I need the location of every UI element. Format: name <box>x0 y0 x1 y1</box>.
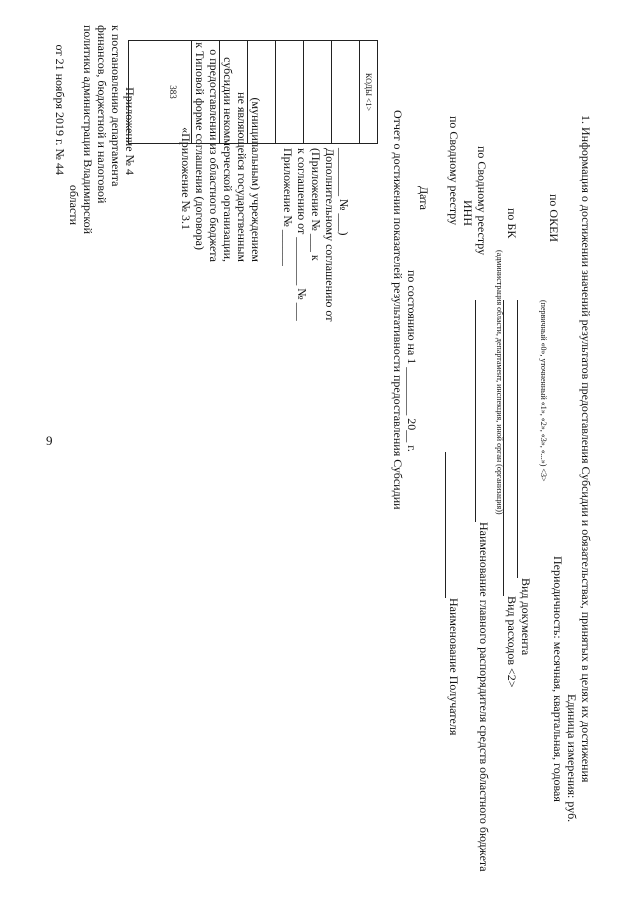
doc-type-note: (первичный «0», уточненный «1», «2», «3», «...») <3> <box>539 300 548 482</box>
label-svodny-reestr-1: по Сводному реестру <box>447 116 461 226</box>
field-recipient: Наименование Получателя <box>447 598 461 736</box>
field-unit: Единица измерения: руб. <box>565 694 579 823</box>
expense-type-line <box>503 300 504 596</box>
code-cell <box>303 41 331 143</box>
agreement-line: ________ № ___) <box>337 148 351 236</box>
form-header-line: субсидии некоммерческой организации, <box>221 57 235 262</box>
form-header-line: к Типовой форме соглашения (договора) <box>193 42 207 250</box>
appendix-line: к постановлению департамента <box>109 25 123 187</box>
code-cell-okei: 383 <box>168 85 178 99</box>
agreement-line: Дополнительному соглашению от <box>323 148 337 322</box>
form-header-line: не являющейся государственным <box>235 92 249 262</box>
agreement-line: к соглашению от ________ № ___ <box>295 148 309 321</box>
appendix-line: области <box>67 184 81 225</box>
gr-budget-line <box>475 300 476 522</box>
label-okei: по ОКЕИ <box>547 194 561 243</box>
label-date: Дата <box>417 186 431 210</box>
form-header-line: о предоставлении из областного бюджета <box>207 49 221 262</box>
appendix-line: Приложение № 4 <box>123 87 137 175</box>
code-cell <box>219 41 247 143</box>
agreement-line: (Приложение № ___ к <box>309 148 323 261</box>
codes-table <box>128 40 378 144</box>
appendix-line: финансов, бюджетной и налоговой <box>95 25 109 204</box>
field-gr-budget: Наименование главного распорядителя средств областного бюджета <box>477 522 491 872</box>
code-cell <box>275 41 303 143</box>
agreement-line: Приложение № ______ <box>281 148 295 266</box>
label-inn: ИНН <box>461 200 475 226</box>
field-expense-type: Вид расходов <2> <box>505 596 519 688</box>
field-periodicity: Периодичность: месячная, квартальная, годовая <box>551 556 565 802</box>
report-title: Отчет о достижении показателей результативности предоставления Субсидии <box>391 110 405 510</box>
section-1-heading: 1. Информация о достижении значений результатов предоставления Субсидии и обязательствах, принятых в целях их достижения <box>579 115 593 783</box>
appendix-line: от 21 ноября 2019 г. № 44 <box>53 44 67 175</box>
code-cell <box>247 41 275 143</box>
recipient-line <box>445 452 446 598</box>
report-date: по состоянию на 1 ________ 20__ г. <box>405 270 419 452</box>
form-header-line: (муниципальным) учреждением <box>249 97 263 262</box>
code-cell <box>191 41 219 143</box>
label-bk: по БК <box>505 208 519 239</box>
gr-budget-note: (администрация области, департамент, инспекция, иной орган (организация)) <box>495 250 504 515</box>
field-doc-type: Вид документа <box>519 578 533 656</box>
page-number: 9 <box>46 433 53 448</box>
code-cell <box>331 41 359 143</box>
form-header-line: «Приложение № 3.1 <box>179 127 193 230</box>
label-svodny-reestr-2: по Сводному реестру <box>475 146 489 256</box>
appendix-line: политики администрации Владимирской <box>81 25 95 235</box>
doc-type-line <box>517 300 518 578</box>
codes-header: КОДЫ <1> <box>359 41 377 143</box>
